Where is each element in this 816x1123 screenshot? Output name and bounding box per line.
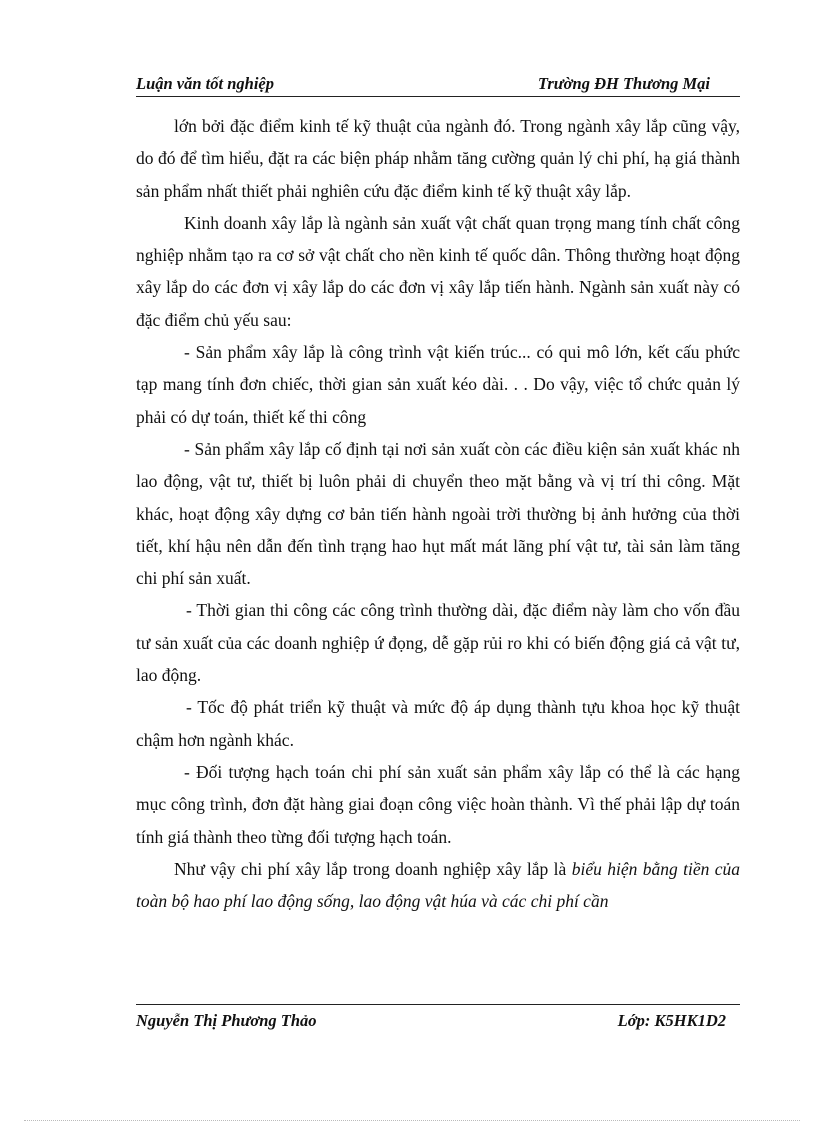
- paragraph-5: - Thời gian thi công các công trình thường dài, đặc điểm này làm cho vốn đầu tư sản xuất của các doanh nghiệp ứ đọng, dễ gặp rủi ro khi có biến động giá cả vật tư, lao động.: [136, 600, 740, 686]
- paragraph-8-italic: biểu hiện bằng tiền của toàn bộ hao phí lao động sống, lao động vật húa và các chi phí cần: [136, 858, 740, 912]
- page-edge-divider: [24, 1120, 800, 1121]
- header-university: Trường ĐH Thương Mại: [537, 74, 710, 93]
- body-text: [136, 110, 740, 917]
- paragraph-6: - Tốc độ phát triển kỹ thuật và mức độ áp dụng thành tựu khoa học kỹ thuật chậm hơn ngành khác.: [136, 697, 740, 750]
- paragraph-7: - Đối tượng hạch toán chi phí sản xuất sản phẩm xây lắp có thể là các hạng mục công trình, đơn đặt hàng giai đoạn công việc hoàn thành. Vì thế phải lập dự toán tính giá thành theo từng đối tượng hạch toán.: [136, 761, 740, 847]
- page-footer: [136, 1004, 740, 1029]
- paragraph-8: [136, 853, 740, 918]
- paragraph-8-plain: Như vậy chi phí xây lắp trong doanh nghiệp xây lắp là: [174, 858, 572, 879]
- paragraph-1: lớn bởi đặc điểm kinh tế kỹ thuật của ngành đó. Trong ngành xây lắp cũng vậy, do đó để tìm hiểu, đặt ra các biện pháp nhằm tăng cường quản lý chi phí, hạ giá thành sản phẩm nhất thiết phải nghiên cứu đặc điểm kinh tế kỹ thuật xây lắp.: [136, 116, 740, 201]
- header-thesis-title: Luận văn tốt nghiệp: [136, 74, 274, 93]
- footer-author: Nguyễn Thị Phương Thảo: [136, 1011, 317, 1030]
- footer-class: Lớp: K5HK1D2: [617, 1011, 726, 1030]
- page-header: [136, 74, 740, 97]
- paragraph-3: - Sản phẩm xây lắp là công trình vật kiến trúc... có qui mô lớn, kết cấu phức tạp mang tính đơn chiếc, thời gian sản xuất kéo dài. . . Do vậy, việc tổ chức quản lý phải có dự toán, thiết kế thi công: [136, 342, 740, 427]
- paragraph-4: - Sản phẩm xây lắp cố định tại nơi sản xuất còn các điều kiện sản xuất khác nh lao động, vật tư, thiết bị luôn phải di chuyển theo mặt bằng và vị trí thi công. Mặt khác, hoạt động xây dựng cơ bản tiến hành ngoài trời thường bị ảnh hưởng của thời tiết, khí hậu nên dẫn đến tình trạng hao hụt mất mát lãng phí vật tư, tài sản làm tăng chi phí sản xuất.: [136, 438, 740, 589]
- paragraph-2: Kinh doanh xây lắp là ngành sản xuất vật chất quan trọng mang tính chất công nghiệp nhằm tạo ra cơ sở vật chất cho nền kinh tế quốc dân. Thông thường hoạt động xây lắp do các đơn vị xây lắp do các đơn vị xây lắp tiến hành. Ngành sản xuất này có đặc điểm chủ yếu sau:: [136, 212, 740, 330]
